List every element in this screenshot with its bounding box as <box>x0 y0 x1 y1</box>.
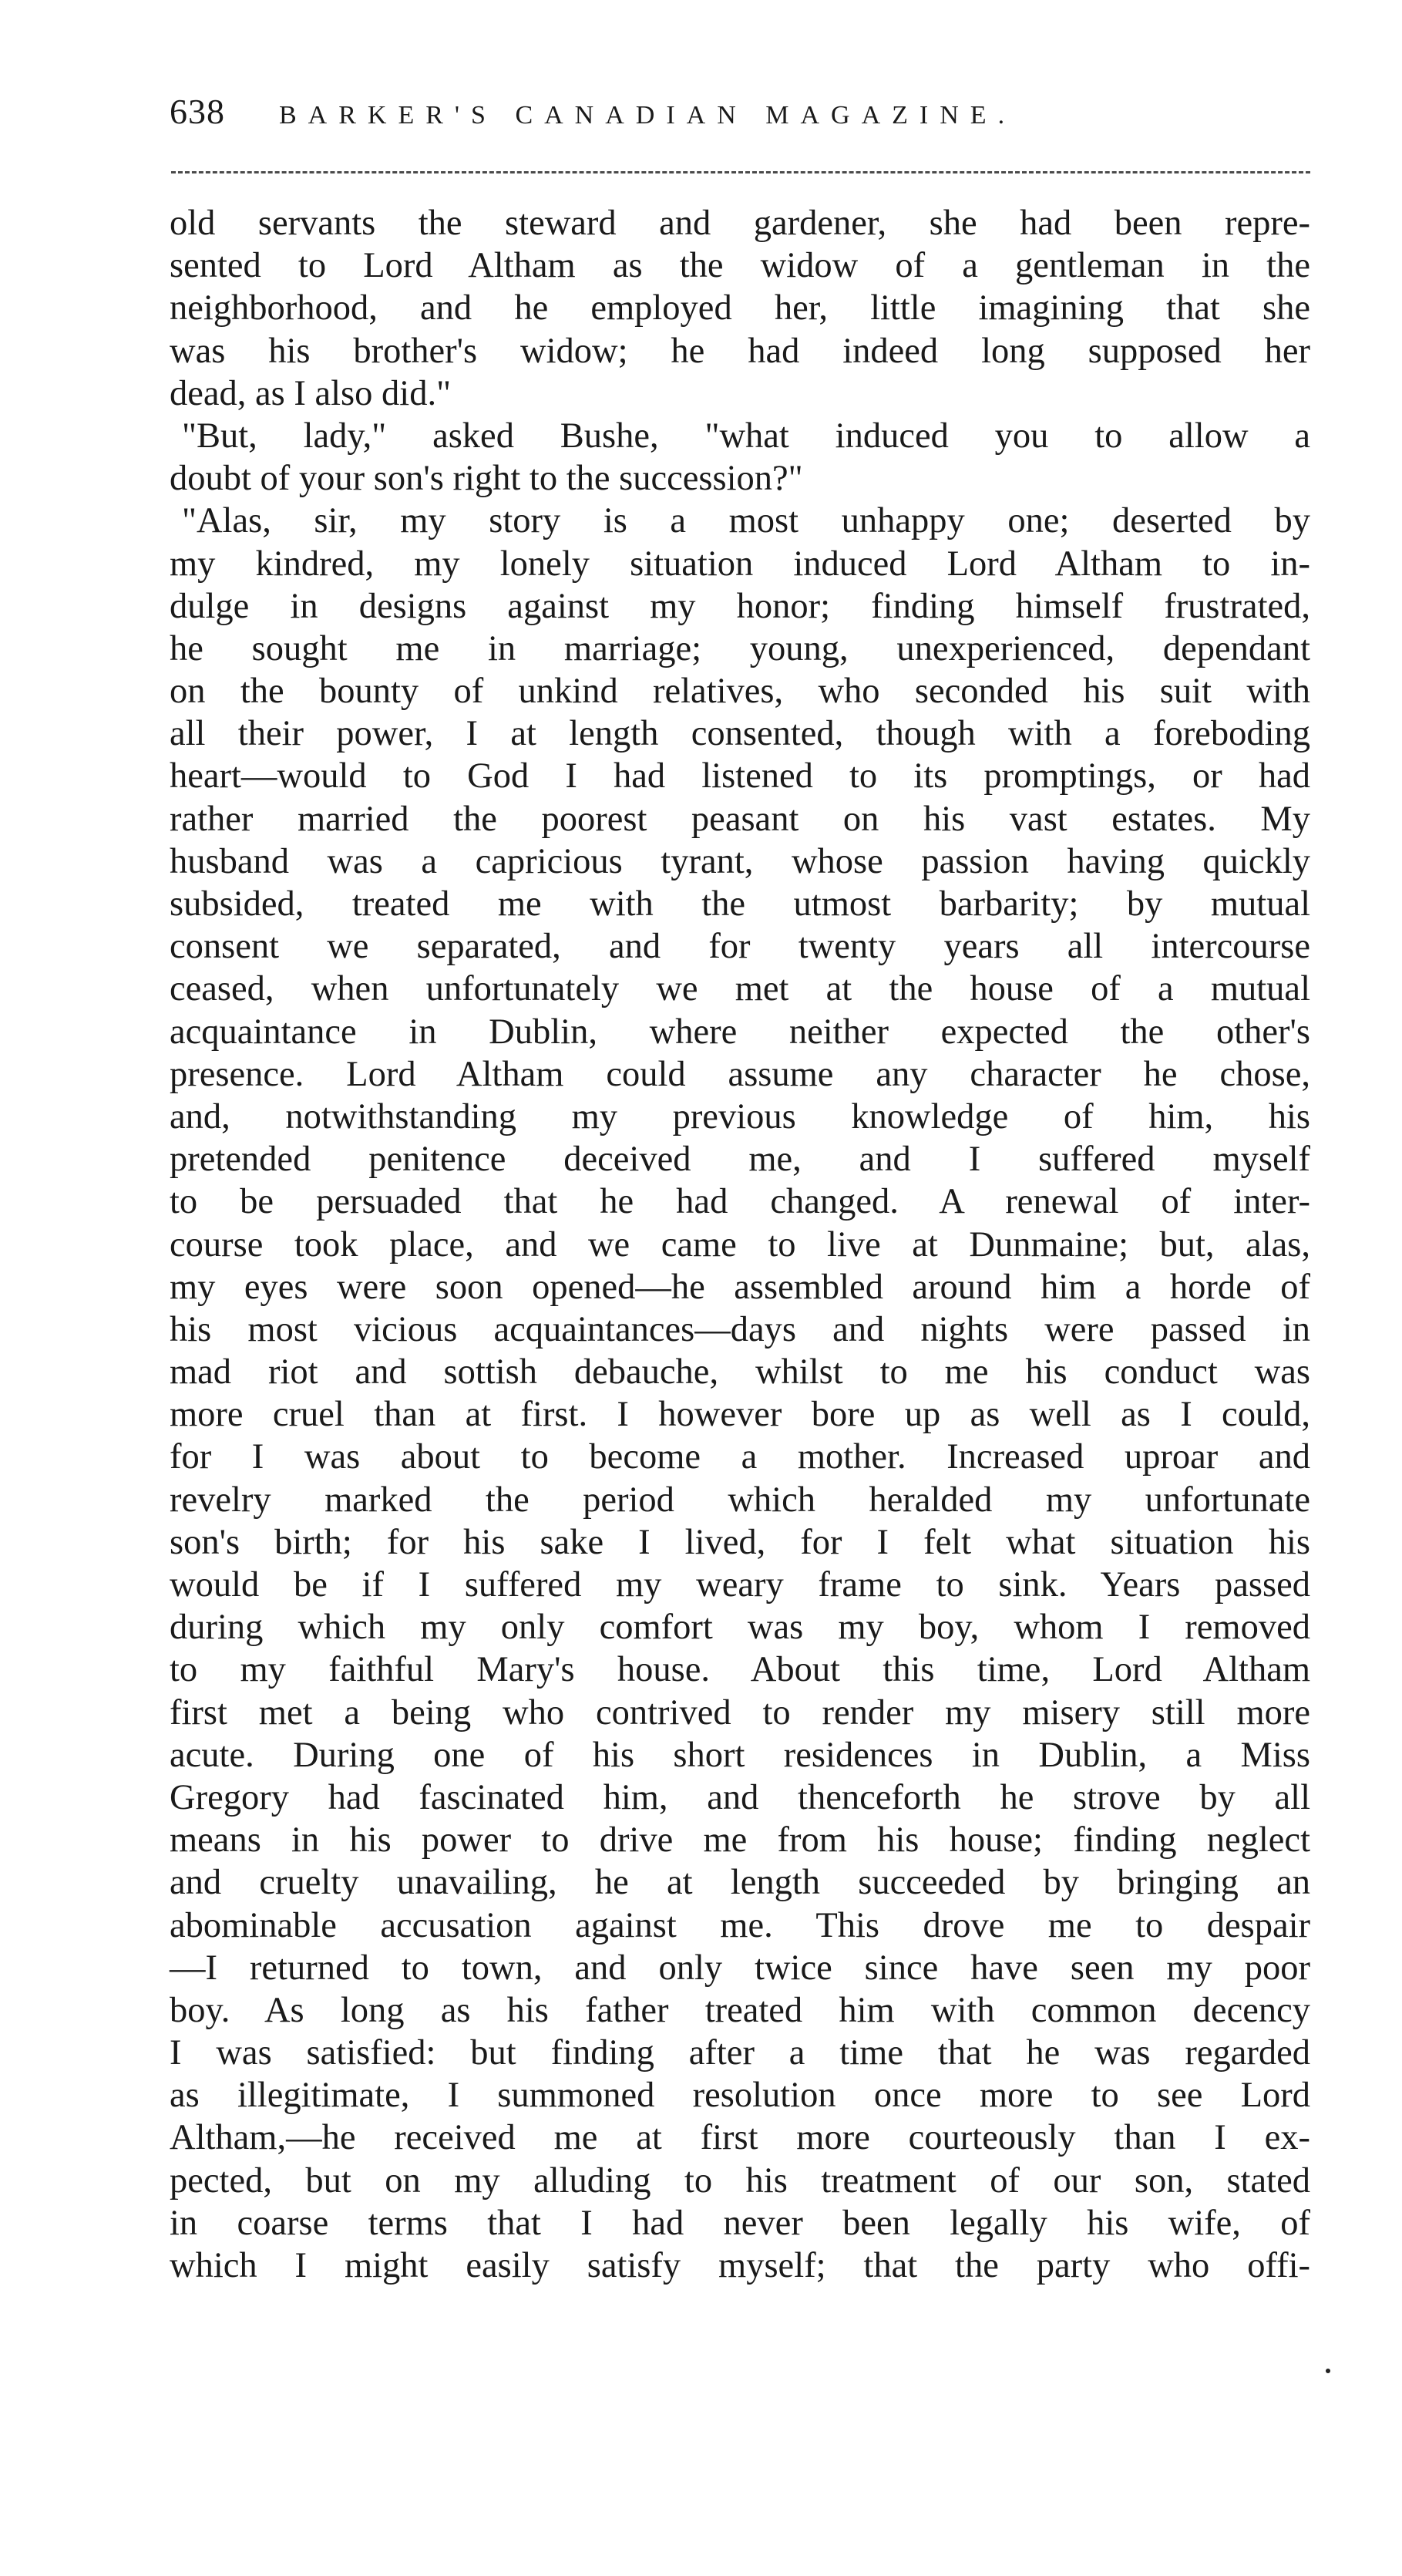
running-head <box>170 91 1310 145</box>
text-line: consent we separated, and for twenty years all intercourse <box>170 927 1310 967</box>
text-line: mad riot and sottish debauche, whilst to me his conduct was <box>170 1352 1310 1392</box>
text-line: dead, as I also did." <box>170 373 452 413</box>
text-line: he sought me in marriage; young, unexperienced, dependant <box>170 628 1310 668</box>
text-line: my eyes were soon opened—he assembled around him a horde of <box>170 1267 1310 1307</box>
text-line: means in his power to drive me from his house; finding neglect <box>170 1820 1310 1860</box>
text-line: dulge in designs against my honor; finding himself frustrated, <box>170 586 1310 626</box>
text-line: pretended penitence deceived me, and I suffered myself <box>170 1140 1310 1180</box>
text-line: heart—would to God I had listened to its promptings, or had <box>170 756 1310 796</box>
text-line: presence. Lord Altham could assume any character he chose, <box>170 1054 1310 1094</box>
text-line: boy. As long as his father treated him with common decency <box>170 1990 1310 2030</box>
text-line: doubt of your son's right to the succession?" <box>170 459 803 499</box>
text-line: would be if I suffered my weary frame to sink. Years passed <box>170 1565 1310 1605</box>
text-line: husband was a capricious tyrant, whose passion having quickly <box>170 841 1310 881</box>
text-line: during which my only comfort was my boy, whom I removed <box>170 1608 1310 1648</box>
text-line: sented to Lord Altham as the widow of a gentleman in the <box>170 246 1310 286</box>
text-line: acute. During one of his short residences in Dublin, a Miss <box>170 1735 1310 1775</box>
margin-speck <box>1326 2369 1330 2373</box>
text-line: which I might easily satisfy myself; that the party who offi- <box>170 2246 1310 2285</box>
text-line: in coarse terms that I had never been legally his wife, of <box>170 2203 1310 2243</box>
text-line: Altham,—he received me at first more courteously than I ex- <box>170 2118 1310 2158</box>
text-line: his most vicious acquaintances—days and nights were passed in <box>170 1309 1310 1349</box>
text-line: son's birth; for his sake I lived, for I felt what situation his <box>170 1522 1310 1562</box>
text-line: as illegitimate, I summoned resolution once more to see Lord <box>170 2076 1310 2116</box>
text-line: neighborhood, and he employed her, little imagining that she <box>170 288 1310 328</box>
text-line: I was satisfied: but finding after a time that he was regarded <box>170 2033 1310 2073</box>
text-line: my kindred, my lonely situation induced Lord Altham to in- <box>170 544 1310 584</box>
text-line: all their power, I at length consented, though with a foreboding <box>170 714 1310 754</box>
text-line: —I returned to town, and only twice since have seen my poor <box>170 1948 1310 1988</box>
text-line: abominable accusation against me. This drove me to despair <box>170 1905 1310 1945</box>
text-line: revelry marked the period which heralded my unfortunate <box>170 1480 1310 1520</box>
text-line: "But, lady," asked Bushe, "what induced you to allow a <box>182 416 1310 456</box>
text-line: for I was about to become a mother. Increased uproar and <box>170 1437 1310 1477</box>
body-text <box>170 202 1310 2287</box>
text-line: pected, but on my alluding to his treatment of our son, stated <box>170 2160 1310 2201</box>
journal-title: BARKER'S CANADIAN MAGAZINE. <box>279 101 1017 130</box>
text-line: to be persuaded that he had changed. A renewal of inter- <box>170 1182 1310 1222</box>
text-line: rather married the poorest peasant on his vast estates. My <box>170 799 1310 839</box>
text-line: and cruelty unavailing, he at length succeeded by bringing an <box>170 1863 1310 1903</box>
text-line: Gregory had fascinated him, and thenceforth he strove by all <box>170 1777 1310 1817</box>
text-line: more cruel than at first. I however bore up as well as I could, <box>170 1395 1310 1435</box>
page-number: 638 <box>170 92 225 131</box>
header-rule <box>171 171 1310 173</box>
text-line: was his brother's widow; he had indeed long supposed her <box>170 331 1310 371</box>
text-line: first met a being who contrived to render my misery still more <box>170 1692 1310 1732</box>
text-line: ceased, when unfortunately we met at the house of a mutual <box>170 969 1310 1009</box>
text-line: to my faithful Mary's house. About this time, Lord Altham <box>170 1650 1310 1690</box>
text-line: old servants the steward and gardener, she had been repre- <box>170 204 1310 243</box>
text-line: acquaintance in Dublin, where neither expected the other's <box>170 1012 1310 1052</box>
text-line: subsided, treated me with the utmost barbarity; by mutual <box>170 884 1310 924</box>
text-line: and, notwithstanding my previous knowledge of him, his <box>170 1096 1310 1136</box>
text-line: course took place, and we came to live at Dunmaine; but, alas, <box>170 1224 1310 1264</box>
text-line: on the bounty of unkind relatives, who seconded his suit with <box>170 672 1310 712</box>
text-line: "Alas, sir, my story is a most unhappy one; deserted by <box>182 501 1310 541</box>
